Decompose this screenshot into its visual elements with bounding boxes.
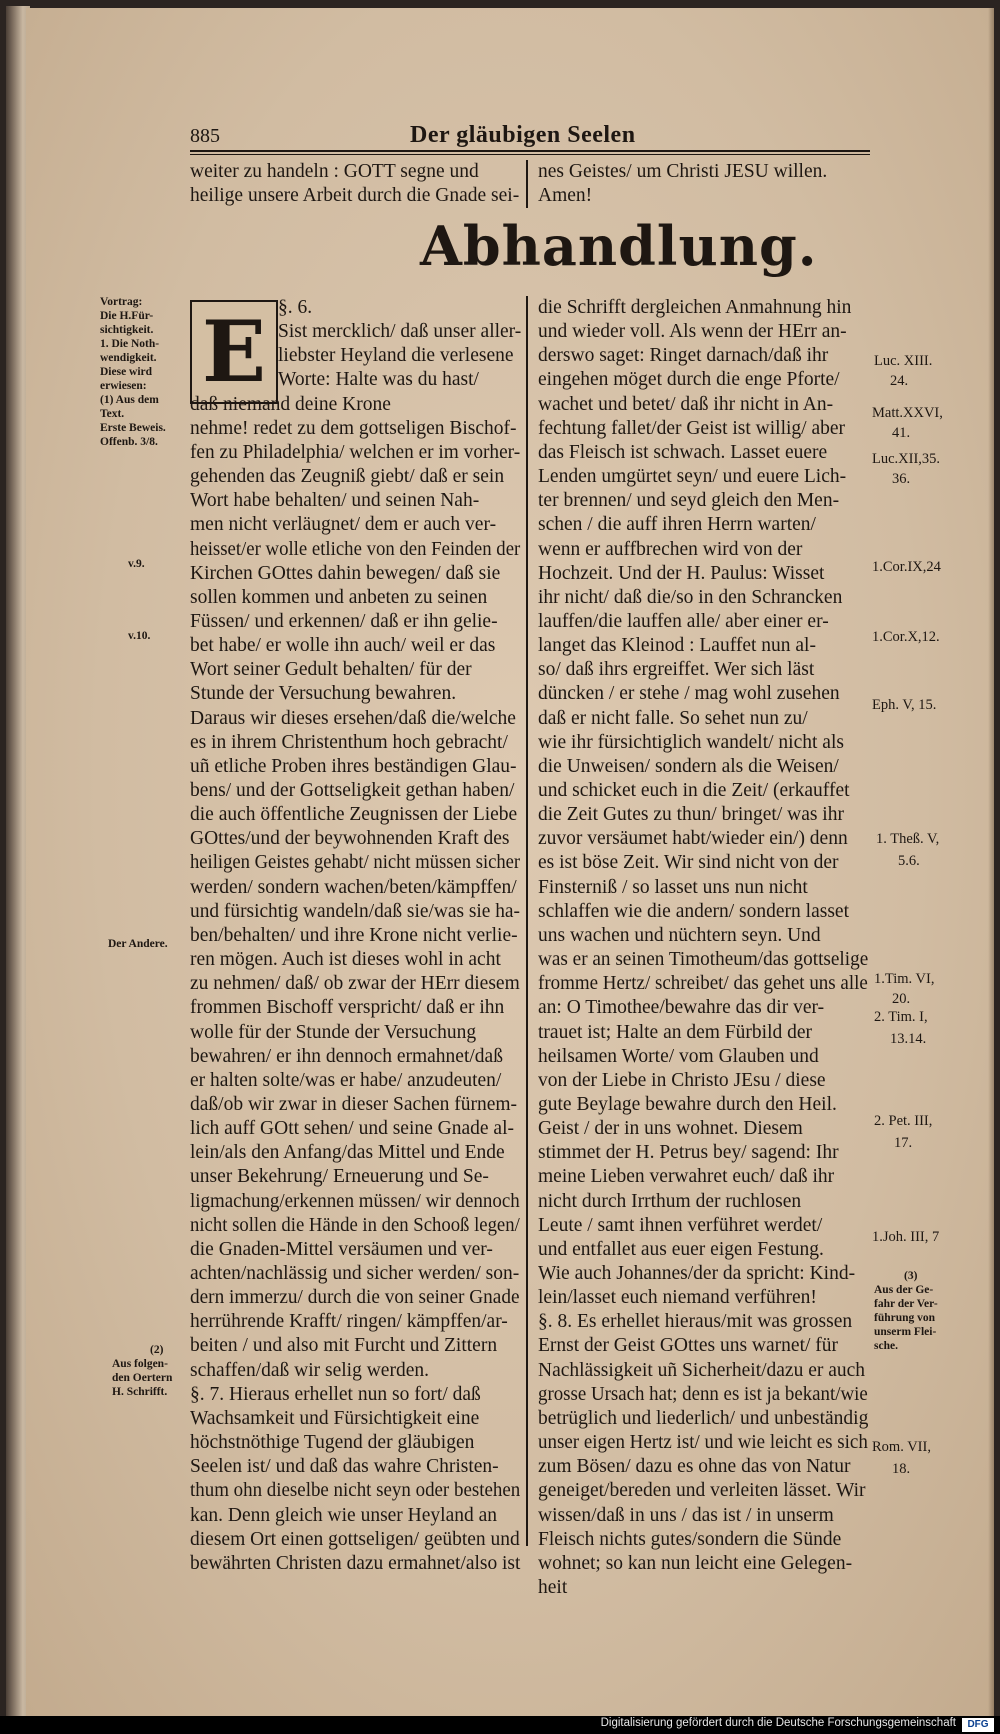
left-column-line: daß/ob wir zwar in dieser Sachen fürnem- — [190, 1093, 518, 1115]
left-column-line: bet habe/ er wolle ihn auch/ weil er das — [190, 635, 496, 657]
left-column-line: daß niemand deine Krone — [190, 393, 391, 415]
right-column-line: fechtung fallet/der Geist ist willig/ aber — [538, 417, 846, 439]
fragment-right-line: Amen! — [538, 185, 593, 206]
right-column-line: an: O Timothee/bewahre das dir ver- — [538, 997, 825, 1019]
margin-note-vortrag: Diese wird — [100, 366, 153, 378]
left-column-line: §. 6. — [278, 297, 313, 318]
margin-note-vortrag: wendigkeit. — [100, 352, 157, 364]
left-column-line: Seelen ist/ und daß das wahre Christen- — [190, 1456, 499, 1478]
right-column-line: und wieder voll. Als wenn der HErr an- — [538, 321, 847, 343]
margin-note-aus-der-gefahr: führung von — [874, 1312, 936, 1324]
right-column-line: eingehen möget durch die enge Pforte/ — [538, 369, 840, 391]
margin-note-vortrag: erwiesen: — [100, 380, 147, 392]
left-column-line: Kirchen GOttes dahin bewegen/ daß sie — [190, 562, 501, 584]
left-column-line: er halten solte/was er habe/ anzudeuten/ — [190, 1069, 502, 1091]
right-column-line: wie ihr fürsichtiglich wandelt/ nicht als — [538, 731, 844, 753]
left-column-line: höchstnöthige Tugend der gläubigen — [190, 1432, 475, 1454]
left-column-line: herrührende Krafft/ ringen/ kämpffen/ar- — [190, 1311, 508, 1333]
margin-ref-thess5: 5.6. — [898, 853, 920, 869]
margin-note-vortrag: sichtigkeit. — [100, 324, 154, 336]
left-column-line: Stunde der Versuchung bewahren. — [190, 683, 457, 705]
left-column-line: achten/nachlässig und sicher werden/ son- — [190, 1263, 520, 1284]
right-column-line: Lenden umgürtet seyn/ und euere Lich- — [538, 466, 847, 488]
left-column-line: unser Bekehrung/ Erneuerung und Se- — [190, 1166, 489, 1188]
right-column-line: die Schrifft dergleichen Anmahnung hin — [538, 297, 852, 318]
left-column-line: wolle für der Stunde der Versuchung — [190, 1021, 477, 1043]
right-column-line: daß er nicht falle. So sehet nun zu/ — [538, 707, 808, 729]
margin-ref-rom7: Rom. VII, — [872, 1439, 931, 1455]
margin-ref-luc13: 24. — [890, 373, 909, 389]
margin-ref-cor9: 1.Cor.IX,24 — [872, 559, 941, 575]
margin-note-aus-folgenden: (2) — [150, 1344, 164, 1356]
right-column-line: das Fleisch ist schwach. Lasset euere — [538, 441, 828, 463]
left-column-line: Sist mercklich/ daß unser aller- — [278, 321, 522, 343]
margin-ref-tim1: 1.Tim. VI, — [874, 971, 935, 987]
left-column-line: Daraus wir dieses ersehen/daß die/welche — [190, 707, 516, 729]
margin-note-aus-folgenden: H. Schrifft. — [112, 1386, 168, 1398]
left-column-line: Worte: Halte was du hast/ — [278, 369, 479, 391]
left-column-line: frommen Bischoff verspricht/ daß er ihn — [190, 997, 505, 1019]
right-column-line: zuvor versäumet habt/wieder ein/) denn — [538, 828, 848, 850]
left-column-line: bens/ und der Gottseligkeit gethan haben/ — [190, 780, 515, 801]
right-column-line: die Unweisen/ sondern als die Weisen/ — [538, 755, 839, 777]
right-column-line: von der Liebe in Christo JEsu / diese — [538, 1069, 826, 1091]
right-column-line: lauffen/die lauffen alle/ aber einer er- — [538, 610, 829, 632]
left-column-line: Wachsamkeit und Fürsichtigkeit eine — [190, 1407, 480, 1429]
right-column-line: es ist böse Zeit. Wir sind nicht von der — [538, 852, 839, 874]
right-column-line: wohnet; so kan nun leicht eine Gelegen- — [538, 1552, 853, 1574]
margin-note-vortrag: 1. Die Noth- — [100, 338, 160, 350]
margin-ref-luc13: Luc. XIII. — [874, 353, 933, 369]
right-column-line: und entfallet aus euer eigen Festung. — [538, 1238, 824, 1260]
margin-note-vortrag: (1) Aus dem — [100, 394, 159, 406]
left-column-line: kan. Denn gleich wie unser Heyland an — [190, 1504, 498, 1526]
margin-ref-joh3: 1.Joh. III, 7 — [872, 1229, 940, 1245]
header-rule-thin — [190, 154, 870, 155]
margin-note-verse: v.10. — [128, 630, 151, 642]
left-column-line: liebster Heyland die verlesene — [278, 345, 514, 367]
left-column-line: nehme! redet zu dem gottseligen Bischof- — [190, 417, 517, 439]
left-column-line: ben/behalten/ und ihre Krone nicht verlie- — [190, 924, 518, 946]
margin-note-aus-der-gefahr: sche. — [874, 1340, 898, 1352]
right-column-line: Leute / samt ihnen verführet werdet/ — [538, 1214, 823, 1236]
dfg-logo: DFG — [962, 1718, 994, 1732]
right-column-line: zum Bösen/ dazu es ohne das von Natur — [538, 1456, 851, 1478]
right-column-line: ihr nicht/ daß die/so in den Schrancken — [538, 586, 843, 608]
right-column-line: was er an seinen Timotheum/das gottselige — [538, 949, 869, 971]
margin-note-aus-der-gefahr: Aus der Ge- — [874, 1284, 934, 1296]
margin-ref-tim1: 20. — [892, 991, 911, 1007]
left-column-line: GOttes/und der beywohnenden Kraft des — [190, 828, 510, 850]
right-column-line: Wie auch Johannes/der da spricht: Kind- — [538, 1263, 856, 1284]
margin-note-verse: v.9. — [128, 558, 145, 570]
left-column-line: sollen kommen und anbeten zu seinen — [190, 586, 488, 608]
left-column-line: lich auff GOtt sehen/ und seine Gnade al- — [190, 1118, 514, 1140]
left-column-line: die auch öffentliche Zeugnissen der Liebe — [190, 804, 518, 826]
right-column-line: grosse Ursach hat; denn es ist ja bekant/wie — [538, 1383, 868, 1405]
section-heading: Abhandlung. — [420, 214, 818, 278]
right-column-line: heilsamen Worte/ vom Glauben und — [538, 1045, 819, 1067]
right-column-line: langet das Kleinod : Lauffet nun al- — [538, 635, 816, 657]
right-column-line: gute Beylage bewahre durch den Heil. — [538, 1093, 837, 1115]
margin-note-vortrag: Text. — [100, 408, 125, 420]
fragment-right-line: nes Geistes/ um Christi JESU willen. — [538, 161, 828, 182]
margin-ref-rom7: 18. — [892, 1461, 911, 1477]
right-column-line: so/ daß ihrs ergreiffet. Wer sich läst — [538, 659, 815, 681]
right-column-line: Ernst der Geist GOttes uns warnet/ für — [538, 1335, 839, 1357]
fragment-left-line: heilige unsere Arbeit durch die Gnade sei- — [190, 185, 520, 206]
margin-ref-luc12: 36. — [892, 471, 911, 487]
right-column-line: Geist / der in uns wohnet. Diesem — [538, 1118, 803, 1140]
left-column-line: Wort habe behalten/ und seinen Nah- — [190, 490, 480, 512]
right-column-line: derswo saget: Ringet darnach/daß ihr — [538, 345, 829, 367]
right-column-line: Fleisch nichts gutes/sondern die Sünde — [538, 1528, 842, 1550]
running-head: Der gläubigen Seelen — [410, 122, 636, 148]
margin-ref-thess5: 1. Theß. V, — [876, 831, 940, 847]
margin-ref-luc12: Luc.XII,35. — [872, 451, 941, 467]
fragment-left-line: weiter zu handeln : GOTT segne und — [190, 161, 479, 182]
left-column-line: lein/als den Anfang/das Mittel und Ende — [190, 1142, 505, 1164]
left-column-line: ligmachung/erkennen müssen/ wir dennoch — [190, 1190, 520, 1212]
right-column-line: wissen/daß in uns / das ist / in unserm — [538, 1504, 834, 1526]
right-column-line: ter brennen/ und seyd gleich den Men- — [538, 490, 840, 512]
left-column-line: schaffen/daß wir selig werden. — [190, 1359, 429, 1381]
left-column-line: ren mögen. Auch ist dieses wohl in acht — [190, 949, 501, 971]
right-column-line: fromme Hertz/ schreibet/ das gehet uns alle — [538, 973, 868, 995]
right-column-line: und schicket euch in die Zeit/ (erkauffet — [538, 780, 850, 801]
left-column-line: §. 7. Hieraus erhellet nun so fort/ daß — [190, 1383, 481, 1405]
right-column-line: §. 8. Es erhellet hieraus/mit was grossen — [538, 1311, 853, 1333]
right-column-line: nicht durch Irrthum der ruchlosen — [538, 1190, 802, 1212]
left-column-line: bewährten Christen dazu ermahnet/also ist — [190, 1552, 521, 1574]
left-column-line: uñ etliche Proben ihres beständigen Glau- — [190, 755, 517, 777]
page-number: 885 — [190, 125, 220, 147]
column-rule-top — [526, 160, 528, 208]
left-column-line: nicht sollen die Hände in den Schooß legen/ — [190, 1214, 520, 1236]
margin-ref-pet3: 17. — [894, 1135, 913, 1151]
right-column-line: Hochzeit. Und der H. Paulus: Wisset — [538, 562, 825, 584]
left-column-line: zu nehmen/ daß/ ob zwar der HErr diesem — [190, 973, 520, 995]
left-column-line: heisset/er wolle etliche von den Feinden der — [190, 538, 521, 560]
right-column-line: trauet ist; Halte an dem Fürbild der — [538, 1021, 813, 1043]
margin-note-der-andere: Der Andere. — [108, 938, 168, 950]
left-column-line: fen zu Philadelphia/ welchen er im vorher- — [190, 441, 521, 463]
left-column-line: gehenden das Zeugniß giebt/ daß er sein — [190, 466, 505, 488]
right-column-line: schen / die auff ihren Herrn warten/ — [538, 514, 816, 536]
margin-ref-matt26: 41. — [892, 425, 911, 441]
left-column-line: men nicht verläugnet/ dem er auch ver- — [190, 514, 497, 536]
margin-note-aus-folgenden: den Oertern — [112, 1372, 173, 1384]
right-column-line: stimmet der H. Petrus bey/ sagend: Ihr — [538, 1142, 839, 1164]
right-column-line: schlaffen wie die andern/ sondern lasset — [538, 900, 849, 922]
left-column-line: Füssen/ und erkennen/ daß er ihn gelie- — [190, 610, 498, 632]
margin-note-vortrag: Erste Beweis. — [100, 422, 166, 434]
right-column-line: heit — [538, 1576, 568, 1598]
margin-ref-tim2: 13.14. — [890, 1031, 927, 1047]
margin-ref-cor10: 1.Cor.X,12. — [872, 629, 940, 645]
margin-ref-pet3: 2. Pet. III, — [874, 1113, 933, 1129]
right-column-line: meine Lieben verwahret euch/ daß ihr — [538, 1166, 835, 1188]
right-column-line: uns wachen und nüchtern seyn. Und — [538, 924, 821, 946]
header-rule — [190, 150, 870, 152]
right-column-line: geneiget/bereden und verleiten lässet. Wir — [538, 1480, 866, 1502]
right-column-line: wenn er auffbrechen wird von der — [538, 538, 803, 560]
right-column-line: Finsterniß / so lasset uns nun nicht — [538, 876, 808, 898]
right-column-line: die Zeit Gutes zu thun/ bringet/ was ihr — [538, 804, 844, 826]
right-column-line: wachet und betet/ daß ihr nicht in An- — [538, 393, 834, 415]
margin-ref-tim2: 2. Tim. I, — [874, 1009, 928, 1025]
right-column-line: lein/lasset euch niemand verführen! — [538, 1287, 817, 1309]
margin-note-aus-der-gefahr: fahr der Ver- — [874, 1298, 938, 1310]
left-column-line: heiligen Geistes gehabt/ nicht müssen sicher — [190, 852, 521, 874]
right-column-line: betrüglich und liederlich/ und unbeständig — [538, 1407, 869, 1429]
left-column-line: thum ohn dieselbe nicht seyn oder bestehen — [190, 1480, 521, 1502]
margin-note-aus-der-gefahr: unserm Flei- — [874, 1326, 937, 1338]
left-column-line: es in ihrem Christenthum hoch gebracht/ — [190, 731, 508, 753]
left-column-line: die Gnaden-Mittel versäumen und ver- — [190, 1238, 493, 1260]
left-column-line: Wort seiner Gedult behalten/ für der — [190, 659, 472, 681]
right-column-line: Nachlässigkeit uñ Sicherheit/dazu er auch — [538, 1359, 866, 1381]
right-column-line: unser eigen Hertz ist/ und wie leicht es sich — [538, 1432, 868, 1454]
margin-note-vortrag: Offenb. 3/8. — [100, 436, 158, 448]
right-column-line: düncken / er stehe / mag wohl zusehen — [538, 683, 840, 705]
margin-ref-matt26: Matt.XXVI, — [872, 405, 943, 421]
drop-cap-letter: E — [201, 302, 267, 401]
margin-note-aus-der-gefahr: (3) — [904, 1270, 918, 1282]
left-column-line: werden/ sondern wachen/beten/kämpffen/ — [190, 876, 517, 898]
left-column-line: beiten / und also mit Furcht und Zittern — [190, 1335, 498, 1357]
margin-ref-eph5: Eph. V, 15. — [872, 697, 937, 713]
drop-cap-initial — [190, 300, 278, 404]
footer-credit: Digitalisierung gefördert durch die Deutsche Forschungsgemeinschaft — [600, 1717, 956, 1729]
column-rule — [526, 296, 528, 1546]
margin-note-vortrag: Vortrag: — [100, 296, 143, 308]
left-column-line: dern immerzu/ durch die von seiner Gnade — [190, 1287, 520, 1309]
left-column-line: und fürsichtig wandeln/daß sie/was sie ha- — [190, 900, 520, 922]
margin-note-aus-folgenden: Aus folgen- — [112, 1358, 168, 1370]
margin-note-vortrag: Die H.Für- — [100, 310, 154, 322]
left-column-line: bewahren/ er ihn dennoch ermahnet/daß — [190, 1045, 503, 1067]
left-column-line: diesem Ort einen gottseligen/ geübten und — [190, 1528, 520, 1550]
